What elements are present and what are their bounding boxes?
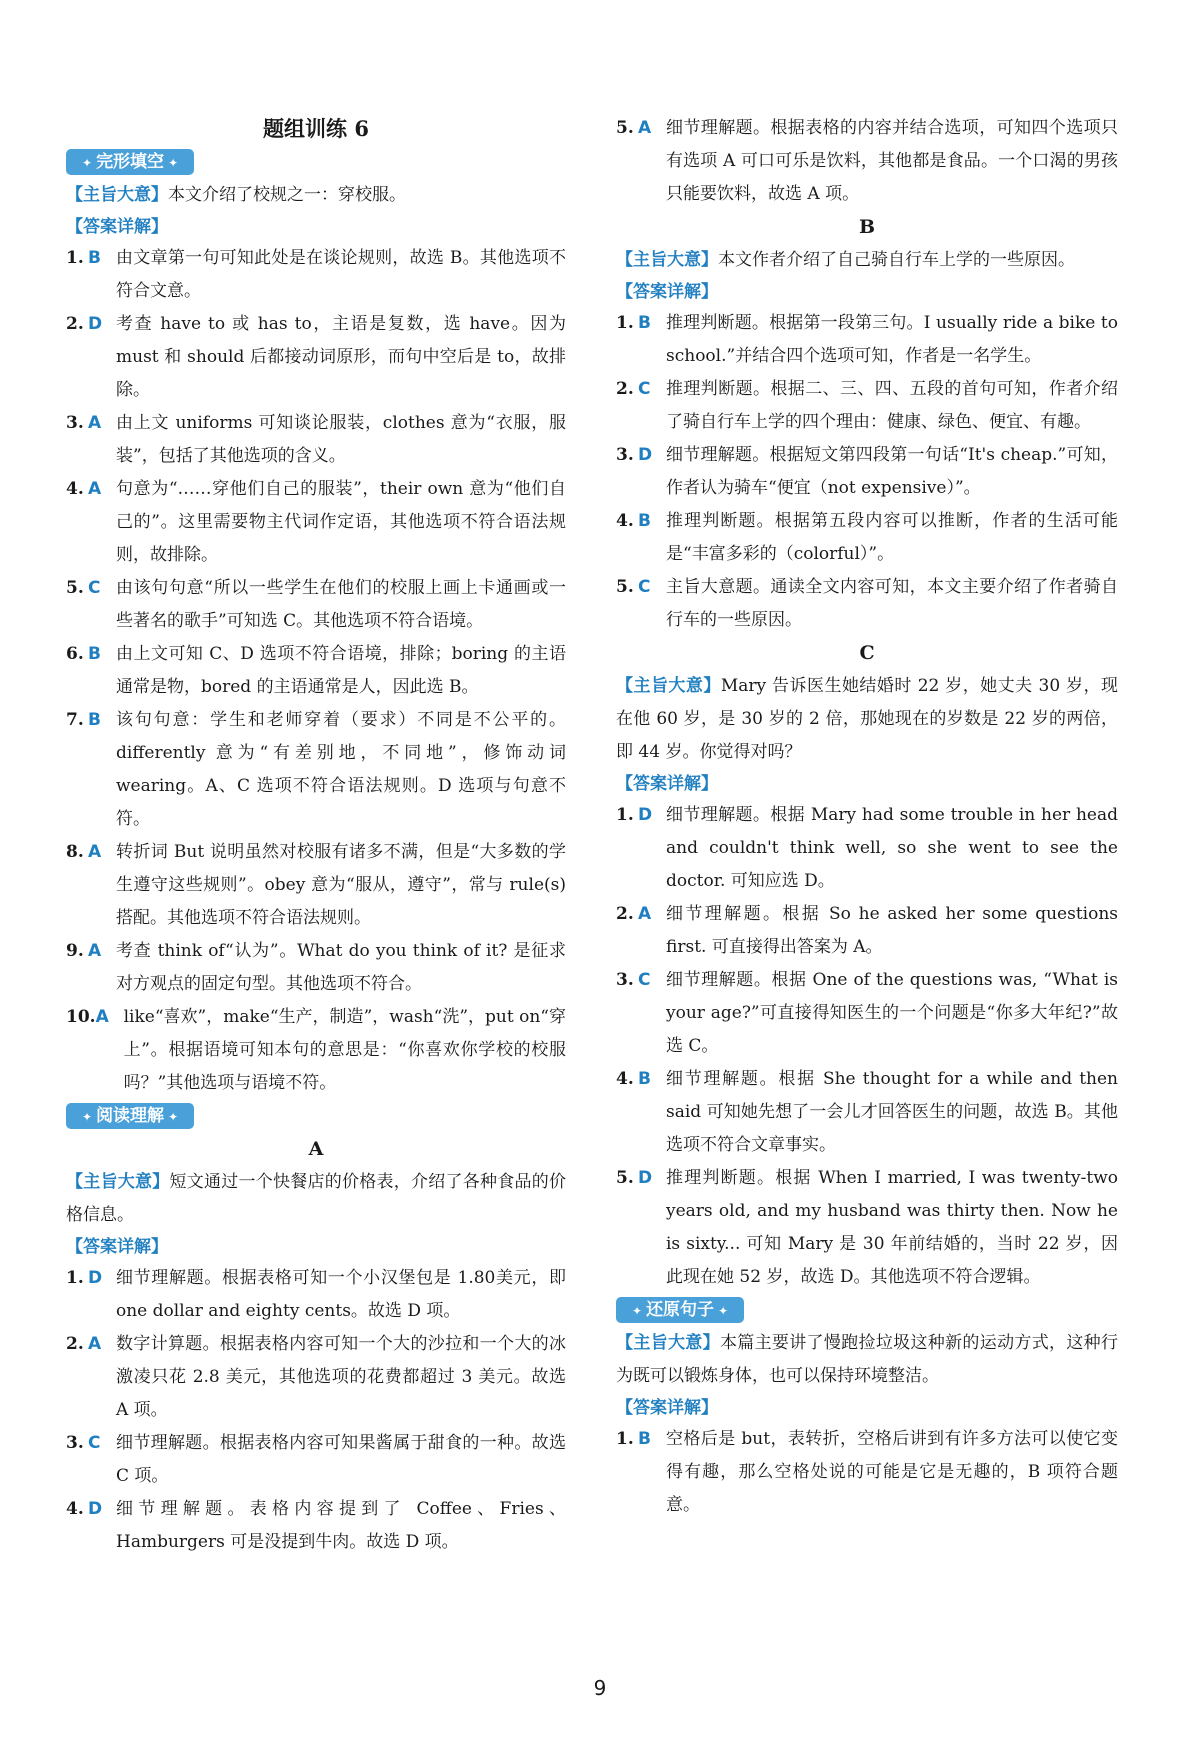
answer-item <box>66 1493 566 1559</box>
item-number: 10. <box>66 1007 96 1027</box>
answer-item <box>66 836 566 935</box>
answer-item <box>66 407 566 473</box>
answer-list <box>616 799 1118 1294</box>
answer-detail-tag: 【答案详解】 <box>616 774 718 794</box>
main-idea-text: 本文介绍了校规之一：穿校服。 <box>168 185 406 205</box>
answer-item <box>616 964 1118 1063</box>
answer-letter: A <box>638 118 652 138</box>
right-column <box>616 112 1118 1522</box>
answer-letter: D <box>638 805 653 825</box>
section-banner-cloze <box>66 149 194 175</box>
item-number: 6. <box>66 644 84 664</box>
answer-letter: D <box>638 445 653 465</box>
answer-explanation: 细节理解题。根据 Mary had some trouble in her head and couldn't think well, so she went to see the doctor. 可知应选 D。 <box>666 805 1118 891</box>
main-idea-tag: 【主旨大意】 <box>616 1333 720 1353</box>
item-number: 3. <box>616 970 634 990</box>
answer-letter: B <box>88 248 101 268</box>
answer-letter: A <box>88 842 102 862</box>
answer-letter: C <box>88 578 101 598</box>
answer-explanation: 该句句意：学生和老师穿着（要求）不同是不公平的。differently 意为“有差别地，不同地”，修饰动词 wearing。A、C 选项不符合语法规则。D 选项与句意不符。 <box>116 710 566 829</box>
diamond-icon: ✦ <box>718 1304 729 1318</box>
answer-explanation: 由上文可知 C、D 选项不符合语境，排除；boring 的主语通常是物，bored 的主语通常是人，因此选 B。 <box>116 644 566 697</box>
answer-explanation: 由文章第一句可知此处是在谈论规则，故选 B。其他选项不符合文意。 <box>116 248 566 301</box>
answer-explanation: 细节理解题。根据表格可知一个小汉堡包是 1.80美元，即 one dollar and eighty cents。故选 D 项。 <box>116 1268 566 1321</box>
answer-explanation: 推理判断题。根据 When I married, I was twenty-two years old, and my husband was thirty then. Now he is sixty... 可知 Mary 是 30 年前结婚的，当时 22 岁，因此现在她 52 岁，故选 D。其他选项不符合逻辑。 <box>666 1168 1118 1287</box>
answer-letter: B <box>638 313 651 333</box>
answer-letter: A <box>638 904 652 924</box>
answer-item <box>66 308 566 407</box>
answer-detail-tag: 【答案详解】 <box>66 217 168 237</box>
passage-letter: B <box>858 216 876 238</box>
answer-list <box>66 1262 566 1559</box>
answer-item <box>616 1423 1118 1522</box>
answer-detail-tag: 【答案详解】 <box>616 1398 718 1418</box>
main-idea <box>66 1166 566 1232</box>
answer-item <box>616 898 1118 964</box>
item-number: 5. <box>616 118 634 138</box>
answer-list <box>616 307 1118 637</box>
item-number: 1. <box>616 805 634 825</box>
answer-explanation: 细节理解题。表格内容提到了 Coffee、Fries、Hamburgers 可是没提到牛肉。故选 D 项。 <box>116 1499 566 1552</box>
answer-letter: C <box>638 970 651 990</box>
answer-letter: D <box>88 1499 103 1519</box>
diamond-icon: ✦ <box>168 1110 179 1124</box>
answer-explanation: 由上文 uniforms 可知谈论服装，clothes 意为“衣服，服装”，包括了其他选项的含义。 <box>116 413 566 466</box>
page-title: 题组训练 6 <box>263 116 369 141</box>
item-number: 5. <box>616 1168 634 1188</box>
main-idea-text: Mary 告诉医生她结婚时 22 岁，她丈夫 30 岁，现在他 60 岁，是 30 岁的 2 倍，那她现在的岁数是 22 岁的两倍，即 44 岁。你觉得对吗？ <box>616 676 1118 762</box>
answer-item <box>616 799 1118 898</box>
item-number: 4. <box>66 1499 84 1519</box>
item-number: 7. <box>66 710 84 730</box>
passage-letter: C <box>859 642 875 664</box>
item-number: 4. <box>616 511 634 531</box>
answer-explanation: 由该句句意“所以一些学生在他们的校服上画上卡通画或一些著名的歌手”可知选 C。其他选项不符合语境。 <box>116 578 566 631</box>
answer-item <box>66 935 566 1001</box>
main-idea-tag: 【主旨大意】 <box>616 676 721 696</box>
answer-letter: B <box>88 644 101 664</box>
answer-item <box>616 1162 1118 1294</box>
answer-explanation: 考查 think of“认为”。What do you think of it? 是征求对方观点的固定句型。其他选项不符合。 <box>116 941 566 994</box>
answer-explanation: 细节理解题。根据表格内容可知果酱属于甜食的一种。故选 C 项。 <box>116 1433 566 1486</box>
answer-item <box>616 439 1118 505</box>
answer-explanation: 细节理解题。根据 So he asked her some questions first. 可直接得出答案为 A。 <box>666 904 1118 957</box>
answer-explanation: 推理判断题。根据第五段内容可以推断，作者的生活可能是“丰富多彩的（colorful）”。 <box>666 511 1118 564</box>
diamond-icon: ✦ <box>632 1304 643 1318</box>
banner-label: 阅读理解 <box>96 1106 165 1126</box>
answer-letter: B <box>638 1429 651 1449</box>
item-number: 1. <box>66 248 84 268</box>
main-idea <box>616 244 1118 277</box>
item-number: 2. <box>616 379 634 399</box>
answer-letter: B <box>638 511 651 531</box>
item-number: 3. <box>66 413 84 433</box>
item-number: 2. <box>66 314 84 334</box>
diamond-icon: ✦ <box>168 156 179 170</box>
left-column <box>66 112 566 1559</box>
answer-item <box>66 242 566 308</box>
main-idea-text: 短文通过一个快餐店的价格表，介绍了各种食品的价格信息。 <box>66 1172 566 1225</box>
answer-letter: D <box>88 1268 103 1288</box>
item-number: 9. <box>66 941 84 961</box>
answer-item <box>66 1328 566 1427</box>
answer-explanation: 推理判断题。根据二、三、四、五段的首句可知，作者介绍了骑自行车上学的四个理由：健康、绿色、便宜、有趣。 <box>666 379 1118 432</box>
answer-letter: A <box>88 413 102 433</box>
answer-explanation: 细节理解题。根据 She thought for a while and then said 可知她先想了一会儿才回答医生的问题，故选 B。其他选项不符合文章事实。 <box>666 1069 1118 1155</box>
main-idea <box>616 670 1118 769</box>
answer-item <box>66 1001 566 1100</box>
answer-letter: B <box>638 1069 651 1089</box>
main-idea-text: 本文作者介绍了自己骑自行车上学的一些原因。 <box>718 250 1075 270</box>
section-banner-sentence <box>616 1297 744 1323</box>
answer-item <box>616 307 1118 373</box>
answer-explanation: 主旨大意题。通读全文内容可知，本文主要介绍了作者骑自行车的一些原因。 <box>666 577 1118 630</box>
passage-letter: A <box>308 1138 324 1160</box>
answer-item <box>616 373 1118 439</box>
answer-explanation: 考查 have to 或 has to，主语是复数，选 have。因为 must 和 should 后都接动词原形，而句中空后是 to，故排除。 <box>116 314 566 400</box>
answer-item <box>66 572 566 638</box>
item-number: 4. <box>616 1069 634 1089</box>
banner-label: 还原句子 <box>646 1300 715 1320</box>
answer-letter: C <box>638 379 651 399</box>
item-number: 1. <box>616 313 634 333</box>
item-number: 1. <box>616 1429 634 1449</box>
answer-letter: D <box>88 314 103 334</box>
answer-item <box>66 1262 566 1328</box>
section-banner-reading <box>66 1103 194 1129</box>
answer-letter: A <box>95 1007 109 1027</box>
item-number: 2. <box>66 1334 84 1354</box>
answer-explanation: 句意为“……穿他们自己的服装”，their own 意为“他们自己的”。这里需要物主代词作定语，其他选项不符合语法规则，故排除。 <box>116 479 566 565</box>
answer-letter: A <box>88 1334 102 1354</box>
item-number: 2. <box>616 904 634 924</box>
answer-list <box>66 242 566 1100</box>
answer-explanation: like“喜欢”，make“生产，制造”，wash“洗”，put on“穿上”。根据语境可知本句的意思是：“你喜欢你学校的校服吗？”其他选项与语境不符。 <box>123 1007 566 1093</box>
answer-letter: C <box>88 1433 101 1453</box>
answer-item <box>66 1427 566 1493</box>
page-number: 9 <box>593 1676 607 1700</box>
main-idea <box>66 179 566 212</box>
answer-item <box>616 112 1118 211</box>
answer-explanation: 细节理解题。根据短文第四段第一句话“It's cheap.”可知，作者认为骑车“便宜（not expensive）”。 <box>666 445 1118 498</box>
diamond-icon: ✦ <box>82 1110 93 1124</box>
answer-item <box>616 571 1118 637</box>
answer-detail-tag: 【答案详解】 <box>66 1237 168 1257</box>
answer-item <box>66 638 566 704</box>
answer-explanation: 空格后是 but，表转折，空格后讲到有许多方法可以使它变得有趣，那么空格处说的可能是它是无趣的，B 项符合题意。 <box>666 1429 1118 1515</box>
answer-explanation: 推理判断题。根据第一段第三句。I usually ride a bike to school.”并结合四个选项可知，作者是一名学生。 <box>666 313 1118 366</box>
answer-detail-tag: 【答案详解】 <box>616 282 718 302</box>
item-number: 5. <box>66 578 84 598</box>
main-idea-tag: 【主旨大意】 <box>66 185 168 205</box>
answer-letter: A <box>88 941 102 961</box>
item-number: 8. <box>66 842 84 862</box>
answer-item <box>66 704 566 836</box>
answer-list <box>616 1423 1118 1522</box>
item-number: 5. <box>616 577 634 597</box>
diamond-icon: ✦ <box>82 156 93 170</box>
main-idea-tag: 【主旨大意】 <box>66 1172 170 1192</box>
answer-letter: C <box>638 577 651 597</box>
item-number: 3. <box>66 1433 84 1453</box>
main-idea-tag: 【主旨大意】 <box>616 250 718 270</box>
answer-explanation: 细节理解题。根据表格的内容并结合选项，可知四个选项只有选项 A 可口可乐是饮料，其他都是食品。一个口渴的男孩只能要饮料，故选 A 项。 <box>666 118 1118 204</box>
item-number: 1. <box>66 1268 84 1288</box>
answer-letter: D <box>638 1168 653 1188</box>
item-number: 3. <box>616 445 634 465</box>
banner-label: 完形填空 <box>96 152 165 172</box>
answer-explanation: 转折词 But 说明虽然对校服有诸多不满，但是“大多数的学生遵守这些规则”。obey 意为“服从，遵守”，常与 rule(s) 搭配。其他选项不符合语法规则。 <box>116 842 566 928</box>
answer-explanation: 细节理解题。根据 One of the questions was, “What is your age?”可直接得知医生的一个问题是“你多大年纪?”故选 C。 <box>666 970 1118 1056</box>
answer-item <box>66 473 566 572</box>
item-number: 4. <box>66 479 84 499</box>
main-idea <box>616 1327 1118 1393</box>
answer-item <box>616 1063 1118 1162</box>
answer-explanation: 数字计算题。根据表格内容可知一个大的沙拉和一个大的冰激凌只花 2.8 美元，其他选项的花费都超过 3 美元。故选 A 项。 <box>116 1334 566 1420</box>
answer-letter: B <box>88 710 101 730</box>
main-idea-text: 本篇主要讲了慢跑捡垃圾这种新的运动方式，这种行为既可以锻炼身体，也可以保持环境整洁。 <box>616 1333 1119 1386</box>
answer-item <box>616 505 1118 571</box>
answer-letter: A <box>88 479 102 499</box>
